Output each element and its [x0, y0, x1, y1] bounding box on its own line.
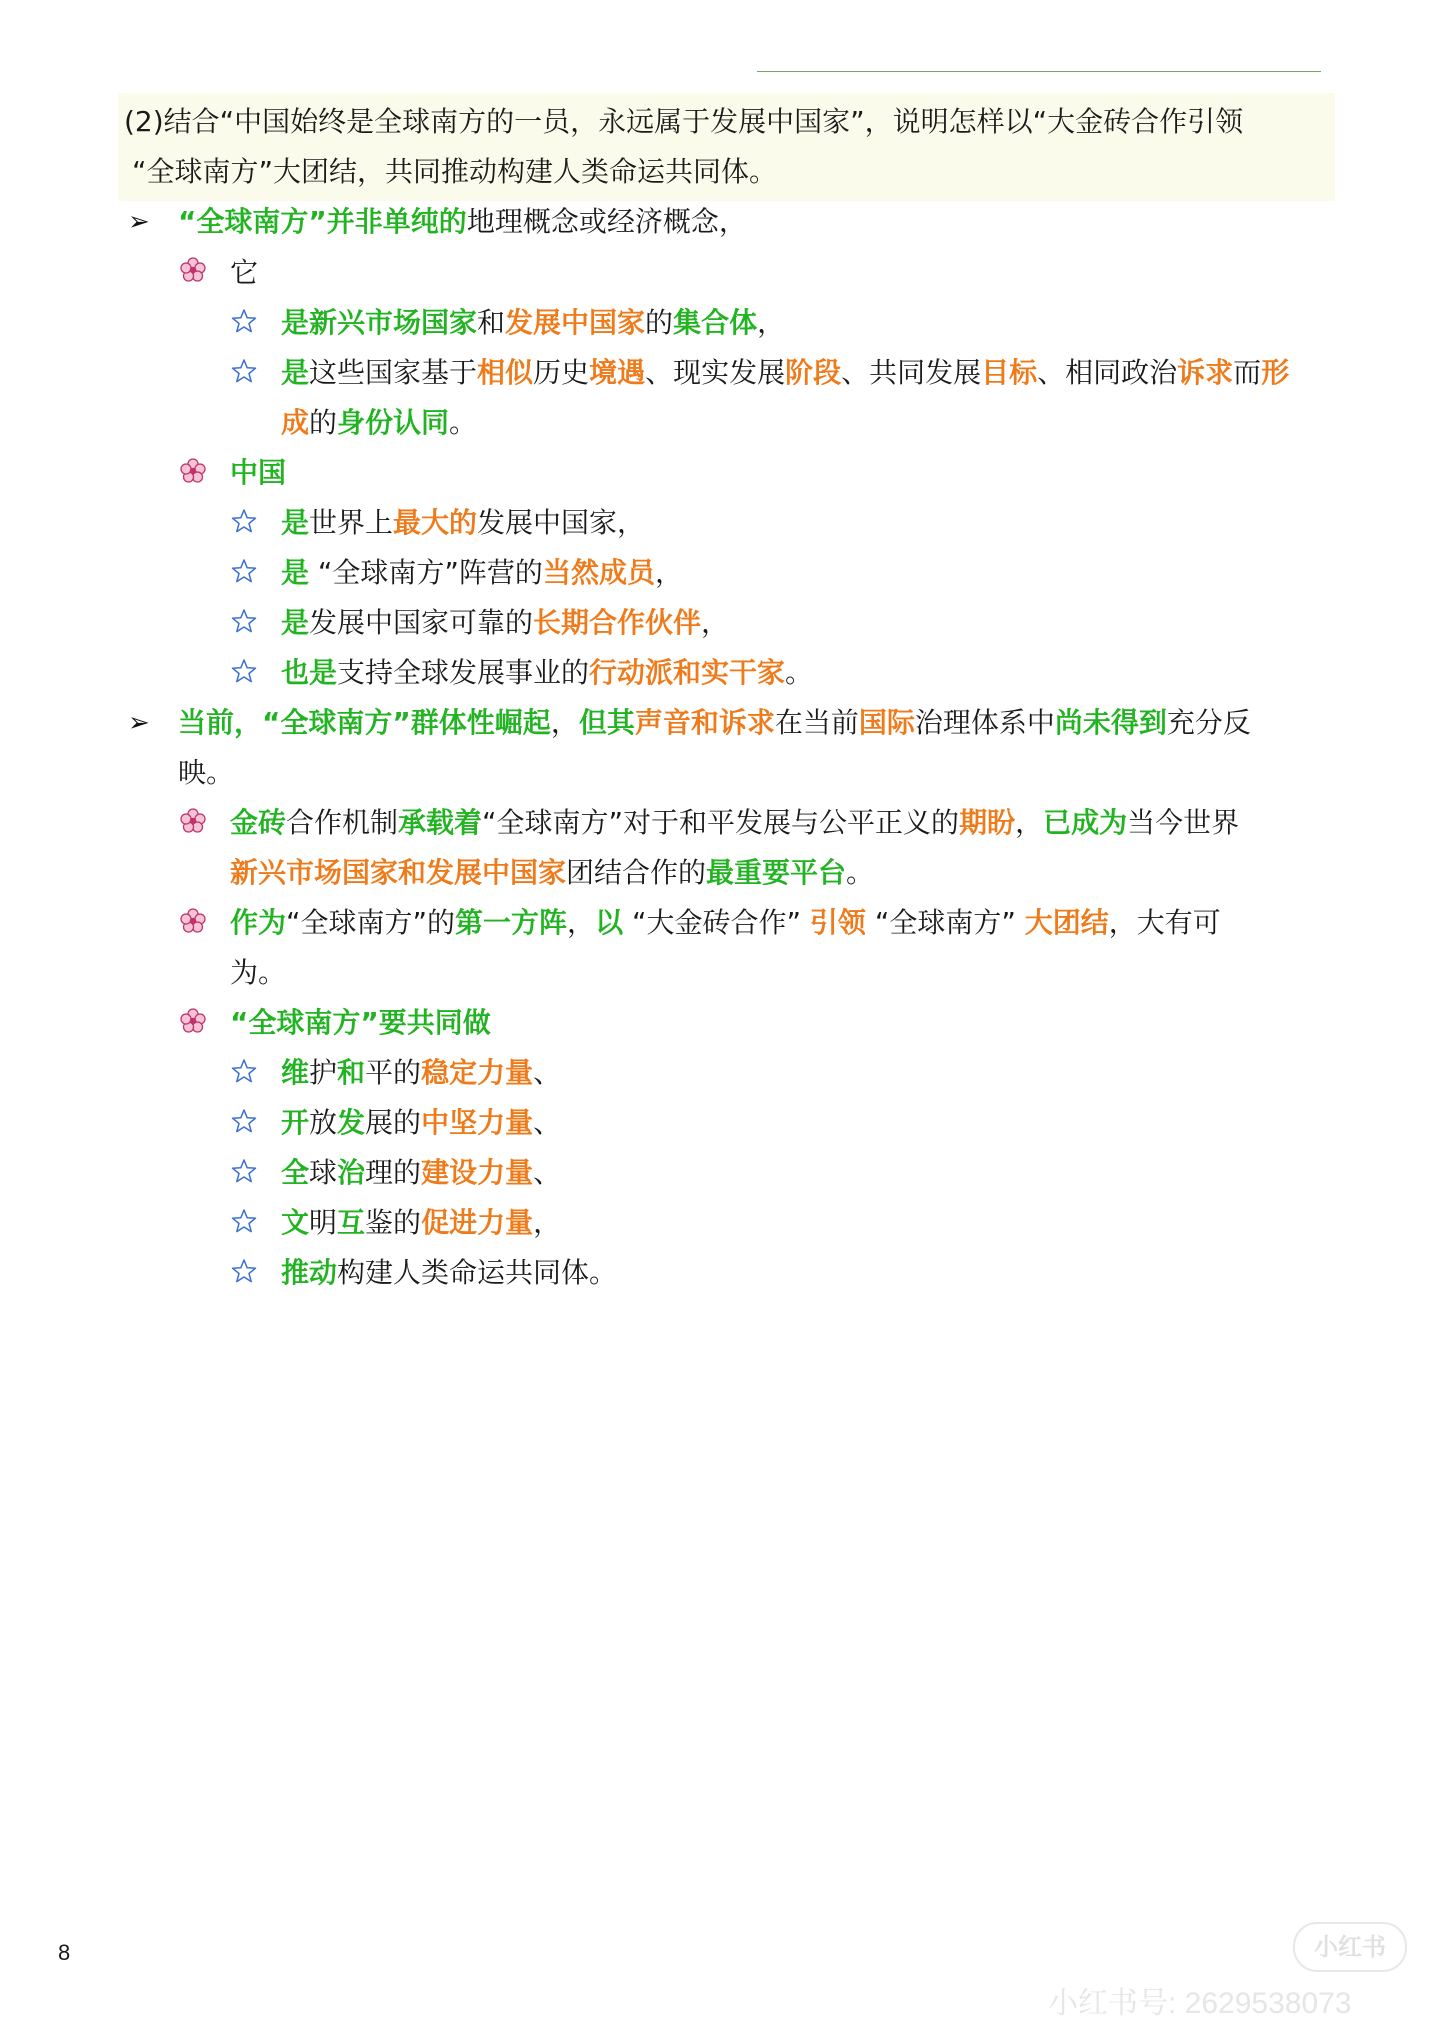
text-span: 发展中国家	[505, 306, 646, 339]
text-span: ，	[654, 556, 683, 589]
text-span: 。	[449, 406, 478, 439]
text-span: 中坚力量	[421, 1106, 534, 1139]
text-span: 是新兴市场国家	[281, 306, 478, 339]
star-icon	[231, 1158, 257, 1184]
star-icon	[231, 608, 257, 634]
text-span: 大团结	[1024, 906, 1109, 939]
text-span: 发展中国家，	[477, 506, 646, 539]
text-span: 放	[309, 1106, 338, 1139]
sub-item-continuation	[230, 848, 874, 898]
text-span: 这些国家基于	[309, 356, 478, 389]
text-span: 充分反	[1166, 706, 1251, 739]
text-span: 境遇	[589, 356, 646, 389]
text-span: 、现实发展	[645, 356, 786, 389]
star-icon	[231, 358, 257, 384]
text-span: 身份认同	[337, 406, 450, 439]
question-line-2: “全球南方”大团结，共同推动构建人类命运共同体。	[132, 155, 778, 188]
text-span: 、	[533, 1106, 562, 1139]
text-span: 已成为	[1043, 806, 1128, 839]
list-item	[281, 298, 785, 348]
text-span: 目标	[981, 356, 1038, 389]
list-item-continuation	[281, 398, 477, 448]
text-span: 作为	[230, 906, 287, 939]
list-item	[281, 498, 645, 548]
text-span: 护	[309, 1056, 338, 1089]
text-span: 当然成员	[542, 556, 655, 589]
text-span: 明	[309, 1206, 338, 1239]
text-span: 是	[281, 556, 310, 589]
text-span: 声音和诉求	[634, 706, 775, 739]
list-item	[281, 1048, 561, 1098]
question-block	[118, 93, 1335, 201]
text-span: 开	[281, 1106, 310, 1139]
text-span: “全球南方”的	[286, 906, 456, 939]
text-span: 最重要平台	[706, 856, 847, 889]
text-span: 期盼	[959, 806, 1016, 839]
text-span: ，大有可	[1108, 906, 1221, 939]
text-span: 它	[230, 256, 259, 289]
top-divider	[757, 71, 1321, 72]
text-span: 以	[595, 906, 624, 939]
text-span: 、共同发展	[841, 356, 982, 389]
text-span: 长期合作伙伴	[533, 606, 702, 639]
text-span: 、相同政治	[1037, 356, 1178, 389]
list-item	[281, 1098, 561, 1148]
text-span: “大金砖合作”	[631, 906, 801, 939]
text-span: 阶段	[785, 356, 842, 389]
sub-item-china	[230, 448, 286, 498]
text-span: 为。	[230, 956, 287, 989]
text-span: 承载着	[398, 806, 483, 839]
text-span: 诉求	[1177, 356, 1234, 389]
star-icon	[231, 508, 257, 534]
text-span: 行动派和实干家	[589, 656, 786, 689]
text-span: 是	[281, 606, 310, 639]
text-span: 维	[281, 1056, 310, 1089]
flower-icon	[180, 458, 206, 484]
text-span: 是	[281, 356, 310, 389]
text-span: 地理概念或经济概念，	[466, 205, 747, 238]
sub-item-should-do	[230, 998, 491, 1048]
text-span: 、	[533, 1156, 562, 1189]
star-icon	[231, 558, 257, 584]
flower-icon	[180, 908, 206, 934]
text-span: “全球南方”	[874, 906, 1016, 939]
text-span: 发	[337, 1106, 366, 1139]
text-span: 的	[645, 306, 674, 339]
list-item	[281, 1198, 561, 1248]
arrow-bullet-icon: ➢	[128, 207, 150, 237]
text-span: 促进力量	[421, 1206, 534, 1239]
flower-icon	[180, 257, 206, 283]
text-span: 但其	[578, 706, 635, 739]
star-icon	[231, 1108, 257, 1134]
text-span: 建设力量	[421, 1156, 534, 1189]
text-span: 尚未得到	[1054, 706, 1167, 739]
arrow-bullet-icon: ➢	[128, 708, 150, 738]
bullet-2	[178, 698, 1251, 748]
text-span: 构建人类命运共同体。	[337, 1256, 618, 1289]
text-span: ，	[1015, 806, 1044, 839]
text-span: 金砖	[230, 806, 287, 839]
text-span: 而	[1233, 356, 1262, 389]
text-span: 支持全球发展事业的	[337, 656, 590, 689]
text-span: 团结合作的	[566, 856, 707, 889]
text-span: 引领	[809, 906, 866, 939]
text-span: 的	[309, 406, 338, 439]
text-span: 映。	[178, 756, 235, 789]
sub-item-it	[230, 248, 258, 298]
star-icon	[231, 1058, 257, 1084]
text-span: 形	[1261, 356, 1290, 389]
star-icon	[231, 1208, 257, 1234]
text-span: 推动	[281, 1256, 338, 1289]
text-span: 互	[337, 1206, 366, 1239]
text-span: 。	[846, 856, 875, 889]
list-item	[281, 1148, 561, 1198]
sub-item-continuation	[230, 948, 286, 998]
text-span: 相似	[477, 356, 534, 389]
text-span: 合作机制	[286, 806, 399, 839]
list-item	[281, 598, 729, 648]
text-span: 最大的	[393, 506, 478, 539]
list-item	[281, 348, 1289, 398]
text-span: 集合体	[673, 306, 758, 339]
text-span: ，	[757, 306, 786, 339]
text-span: 球	[309, 1156, 338, 1189]
text-span: 鉴的	[365, 1206, 422, 1239]
list-item	[281, 648, 813, 698]
star-icon	[231, 1258, 257, 1284]
text-span: ，	[550, 706, 579, 739]
text-span: 理的	[365, 1156, 422, 1189]
text-span: 世界上	[309, 506, 394, 539]
text-span: “全球南方”对于和平发展与公平正义的	[482, 806, 960, 839]
bullet-1	[178, 197, 747, 247]
text-span: 国际	[858, 706, 915, 739]
text-span: 治理体系中	[914, 706, 1055, 739]
sub-item-brics-mechanism	[230, 798, 1239, 848]
question-line-1: (2)结合“中国始终是全球南方的一员，永远属于发展中国家”，说明怎样以“大金砖合作引领	[124, 105, 1244, 138]
text-span: ，	[567, 906, 596, 939]
text-span: 中国	[230, 456, 287, 489]
watermark-text: 小红书号: 2629538073	[1048, 1987, 1352, 2020]
text-span: 第一方阵	[455, 906, 568, 939]
text-span: “全球南方”并非单纯的	[178, 205, 467, 238]
text-span: 全	[281, 1156, 310, 1189]
star-icon	[231, 308, 257, 334]
flower-icon	[180, 808, 206, 834]
text-span: “全球南方”阵营的	[317, 556, 543, 589]
bullet-2-continuation	[178, 748, 234, 798]
text-span: 稳定力量	[421, 1056, 534, 1089]
text-span: 。	[785, 656, 814, 689]
list-item	[281, 1248, 617, 1298]
star-icon	[231, 658, 257, 684]
text-span: 历史	[533, 356, 590, 389]
text-span: 当今世界	[1127, 806, 1240, 839]
text-span: 在当前	[774, 706, 859, 739]
watermark-logo: 小红书	[1293, 1922, 1407, 1972]
text-span: 展的	[365, 1106, 422, 1139]
text-span: ，	[701, 606, 730, 639]
text-span: ，	[533, 1206, 562, 1239]
text-span: 也是	[281, 656, 338, 689]
text-span: 成	[281, 406, 310, 439]
list-item	[281, 548, 683, 598]
text-span: 是	[281, 506, 310, 539]
text-span: “全球南方”要共同做	[230, 1006, 491, 1039]
sub-item-first-tier	[230, 898, 1221, 948]
flower-icon	[180, 1008, 206, 1034]
text-span: 发展中国家可靠的	[309, 606, 534, 639]
text-span: 文	[281, 1206, 310, 1239]
text-span: 和	[477, 306, 506, 339]
text-span: 当前，“全球南方”群体性崛起	[178, 706, 551, 739]
text-span: 平的	[365, 1056, 422, 1089]
text-span: 治	[337, 1156, 366, 1189]
text-span: 、	[533, 1056, 562, 1089]
text-span: 新兴市场国家和发展中国家	[230, 856, 567, 889]
page-number: 8	[58, 1940, 71, 1965]
text-span: 和	[337, 1056, 366, 1089]
